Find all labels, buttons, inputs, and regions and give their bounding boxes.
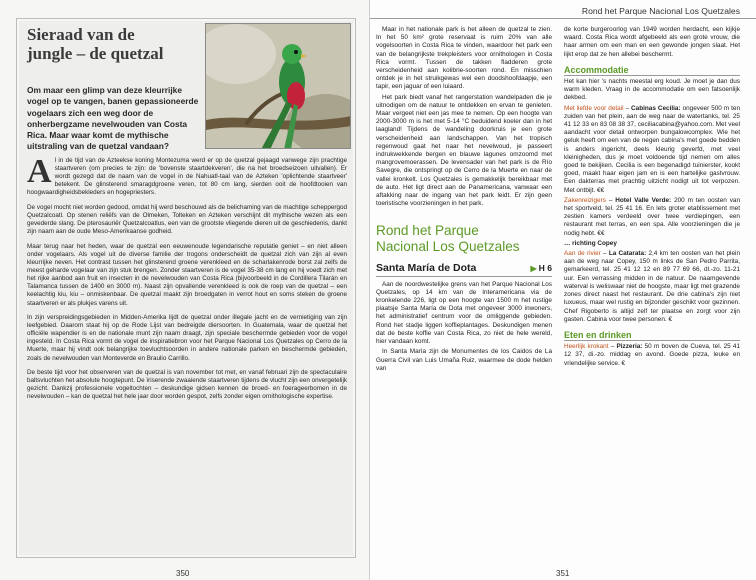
feature-box bbox=[16, 18, 356, 558]
right-page bbox=[370, 0, 756, 580]
hotel-valle-verde-entry: Zakenreizigers – Hotel Valle Verde: 200 m ten oosten van het sportveld, tel. 25 41 16. En lets groter etablissement met zestien kamers verdeeld over twee verdiepingen, een restaurant met terras, en een spa. Alle voorzieningen die je nodig hebt. €€ bbox=[564, 196, 741, 237]
catarata-name: La Catarata: bbox=[608, 250, 647, 258]
feature-title bbox=[27, 25, 197, 63]
map-reference bbox=[530, 264, 552, 273]
page-number-left: 350 bbox=[176, 569, 190, 578]
valle-tag: Zakenreizigers bbox=[564, 196, 606, 204]
running-head-rule bbox=[370, 18, 756, 19]
pizzeria-tag: Heerlijk krokant bbox=[564, 343, 609, 351]
richting-copey: … richting Copey bbox=[564, 239, 617, 247]
dropcap: A bbox=[27, 153, 52, 190]
section-title-line-2: Nacional Los Quetzales bbox=[376, 238, 520, 254]
section-title-line-1: Rond het Parque bbox=[376, 223, 479, 239]
feature-paragraph-3: Maar terug naar het heden, waar de quetzal een eeuwenoude legendarische reputatie geniet – en niet alleen onder vogelaars. Als vogel uit de diverse familie der trogons onderscheidt de quetzal zich van zijn al even kleurrijke neven. Het contrast tussen het glinsterend groene verenkleed en de scharlakenrode borst zal zelfs de meest geharde vogelaar van zijn stuk brengen. Zonder staartveren is de vogel 35-38 cm lang en hij voedt zich met het rijke aanbod aan fruit en insecten in de nevelwouden van Costa Rica (bijvoorbeeld in de Cordillera Tilarán en Talamanca tussen de 1400 en 3000 m). Naast zijn opvallende verenkleed is ook de roep van de quetzal – een keelachtig kiu, kiu – onmiskenbaar. De quetzal maakt zijn broedgaten in verrot hout en soms steken de groene staartveren er als plukjes varens uit. bbox=[27, 242, 347, 307]
column-2 bbox=[564, 26, 740, 370]
feature-intro: Om maar een glimp van deze kleurrijke vogel op te vangen, banen gepassioneerde vogelaars zich een weg door de onherbergzame nevelwouden van Costa Rica. Maar waar komt de mythische uitstraling van de quetzal vandaan? bbox=[27, 85, 199, 152]
pizzeria-name: Pizzeria: bbox=[616, 343, 643, 351]
valle-name: Hotel Valle Verde: bbox=[615, 196, 672, 204]
page-number-right: 351 bbox=[556, 569, 570, 578]
quetzal-illustration bbox=[206, 24, 351, 149]
place-name: Santa María de Dota bbox=[376, 262, 477, 275]
col1-paragraph-1: Maar in het nationale park is het alleen de quetzal te zien. In het 50 km² grote reservaat is ruim 20% van alle vogelsoorten in Costa Rica te vinden, waardoor het park een van de belangrijkste trekpleisters voor ornithologen in Costa Rica vormt. Tussen de takken fladderen grote verscheidenheid aan kolibrie-soorten rond. En misschien ontdek je in het struikgewas wel een doodshoofdaapje, een tapir, een jaguar of een luiaard. bbox=[376, 26, 552, 91]
cabinas-text: ongeveer 500 m ten zuiden van het plein, aan de weg naar de watertanks, tel. 25 41 12 33 en 83 08 38 37, ceciliacabina@yahoo.com. Met veel aandacht voor detail ontworpen bungalowcomplex. Wie het geluk heeft om een van de negen cabina's met goede bedden is anders ingericht, deels kleurig geverfd, met veel kleinigheden, dus je moet voldoende tijd nemen om alles goed te bekijken. Cecilia is een begenadigd tuinierster, kookt goed, maakt haar eigen jam en is een hartelijke gastvrouw. Een dakterras met prachtig uitzicht nodigt uit tot verpozen. Met ontbijt. €€ bbox=[564, 104, 740, 194]
col2-top-paragraph: de korte burgeroorlog van 1949 worden herdacht, een kijkje waard. Costa Rica wordt afgebeeld als een grote vrouw, die haar armen om een man en een gewonde jongen slaat. Het lijkt erop dat ze hen allebei beschermt. bbox=[564, 26, 740, 58]
catarata-tag: Aan de rivier bbox=[564, 250, 601, 258]
cabinas-tag: Met liefde voor detail bbox=[564, 104, 624, 112]
col1-bottom-paragraph-1: Aan de noordwestelijke grens van het Parque Nacional Los Quetzales, op 14 km van de Interamericana via de kronkelende 226, ligt op een hoogte van 1500 m het rustige plaatsje Santa María de Dota met ongeveer 3000 inwoners, het administratief centrum voor de omliggende gebieden. Rond het stadje liggen koffieplantages. Deskundigen menen dat de beste koffie van Costa Rica, zo niet de hele wereld, hier vandaan komt. bbox=[376, 280, 552, 346]
feature-body bbox=[27, 153, 347, 408]
map-ref-text: H 6 bbox=[538, 263, 552, 274]
paragraph-1-text: l in de tijd van de Azteekse koning Montezuma werd er op de quetzal gejaagd vanwege zijn prachtige staartveren (om precies te zijn: de 'bovenste staartdekveren', die na het broedseizoen uitvallen). Er wordt gezegd dat de naam van de vogel in de Nahuatl-taal van de Azteken 'oplichtende staartveer' betekent. De glinsterend smaragdgroene veren, tot 80 cm lang, sierden ooit de hoofdtooien van hoogwaardigheidsbekleders en hogepriesters. bbox=[27, 157, 347, 197]
place-heading-row bbox=[376, 264, 552, 276]
feature-title-line-2: jungle – de quetzal bbox=[27, 44, 164, 63]
pizzeria-text: 50 m boven de Cueva, tel. 25 41 12 37, di.-zo. middag en avond. Goede pizza, leuke en vriendelijke service. € bbox=[564, 343, 741, 367]
eten-heading: Eten en drinken bbox=[564, 331, 740, 341]
col1-bottom-paragraph-2: In Santa María zijn de Monumentes de los Caidos de La Guerra Civil van Luis Umaña Ruiz, waarmee de dode helden van bbox=[376, 348, 552, 372]
feature-title-line-1: Sieraad van de bbox=[27, 25, 135, 44]
pizzeria-entry: Heerlijk krokant – Pizzeria: 50 m boven de Cueva, tel. 25 41 12 37, di.-zo. middag en avond. Goede pizza, leuke en vriendelijke service. € bbox=[564, 343, 741, 367]
column-1 bbox=[376, 26, 552, 375]
cabinas-name: Cabinas Cecilia: bbox=[631, 104, 681, 112]
feature-paragraph-4: In zijn verspreidingsgebieden in Midden-Amerika lijdt de quetzal onder illegale jacht en de vernietiging van zijn leefgebied. Daarom staat hij op de Rode Lijst van bedreigde diersoorten. In Guatemala, waar de quetzal het officiële wapendier is en de nationale munt zijn naam draagt, zijn speciale beschermde gebieden voor de vogel ingesteld. In Costa Rica vormt de vogel de inspiratiebron voor het Parque Nacional Los Quetzales op Cerro de la Muerte, maar hij vindt ook belangrijke toevluchtsoorden in andere nationale parken en beschermde gebieden, zoals de nevelwouden van Monteverde en Braulio Carrillo. bbox=[27, 314, 347, 362]
accommodatie-intro: Het kan hier 's nachts meestal erg koud. Je moet je dan dus warm kleden. Vraag in de accommodatie om een fatsoenlijk dekbed. bbox=[564, 78, 740, 102]
feature-paragraph-1 bbox=[27, 153, 347, 197]
left-page bbox=[0, 0, 370, 580]
valle-text: 200 m ten oosten van het sportveld, tel. 25 41 16. En lets groter etablissement met zestien kamers verdeeld over twee verdiepingen, een restaurant met terras, en een spa. Alle voorzieningen die je nodig hebt. €€ bbox=[564, 196, 741, 237]
feature-paragraph-5: De beste tijd voor het observeren van de quetzal is van november tot met, en vanaf februari zijn de spectaculaire baltsvluchten het absolute hoogtepunt. De ïriserende zwaaiende staartveren tijdens de vlucht zijn een onvergetelijk gezicht. Dankzij professionele vogeltochten – deskundige gidsen kennen de broed- en foerageerbomen in de nevelwouden – kan de quetzal het hele jaar door worden gespot, zelfs zonder eigen ornithologische expertise. bbox=[27, 369, 347, 401]
accommodatie-heading: Accommodatie bbox=[564, 66, 740, 76]
catarata-text: 2,4 km ten oosten van het plein aan de weg naar Copey, 150 m links de San Pedro Parrita, gemarkeerd, tel. 25 41 12 12 en 89 77 69 66, dl.-zo. 11-21 uur. Een verrassing midden in de natuur. De naamgevende waterval is weliswaar niet de hoogste, maar ligt met grazende zones direct naast het restaurant. De drie cabina's zijn niet luxueus, maar wel rustig en bijzonder geschikt voor gezinnen. Chef Rigoberto is altijd zelf ter plaatse en zorgt voor zijn gasten. Cabina voor twee personen. € bbox=[564, 250, 740, 323]
cabinas-cecilia-entry: Met liefde voor detail – Cabinas Cecilia: ongeveer 500 m ten zuiden van het plein, aan de weg naar de watertanks, tel. 25 41 12 33 en 83 08 38 37, ceciliacabina@yahoo.com. Met veel aandacht voor detail ontworpen bungalowcomplex. Wie het geluk heeft om een van de negen cabina's met goede bedden is anders ingericht, deels kleurig geverfd, met veel kleinigheden, dus je moet voldoende tijd nemen om alles goed te bekijken. Cecilia is een begenadigd tuinierster, kookt goed, maakt haar eigen jam en is een hartelijke gastvrouw. Een dakterras met prachtig uitzicht nodigt uit tot verpozen. Met ontbijt. €€ bbox=[564, 104, 740, 194]
map-arrow-icon: ▶ bbox=[530, 264, 537, 274]
section-title bbox=[376, 223, 552, 254]
feature-paragraph-2: De vogel mocht niet worden gedood, omdat hij werd beschouwd als de belichaming van de machtige scheppergod Quetzalcoatl. Op stenen reliëfs van de Olmeken, Tolteken en Azteken verschijnt dit mythische wezen als een gevederde slang. De pterosauriër Quetzalcoatlus, een van de grootste vliegende dieren uit de geschiedenis, dankt zijn naam aan de oude Meso-Amerikaanse godheid. bbox=[27, 203, 347, 236]
col1-paragraph-2: Het park biedt vanaf het rangerstation wandelpaden die je uitnodigen om de natuur te ontdekken en ervan te genieten. Maar vergeet niet een jas mee te nemen. Op een hoogte van 2000-3000 m is het met 5-14 °C beduidend koeler dan in het laagland! Tijdens de wandeling doorkruis je een grote verscheidenheid aan landschappen. Van het tropisch regenwoud gaat het naar het nevelwoud, je passeert indrukwekkende bergen en blauwe lagunes omzoomd met mangrovemoerassen. De levensader van het park is de Río Savegre, die ontspringt op de Cerro de la Muerte en naar de vallei kronkelt. Los Quetzales is gemakkelijk bereikbaar met de auto. Het ligt direct aan de Panamericana, vanwaar een aftakking naar de ingang van het park leidt. Er zijn geen toeristische voorzieningen in het park. bbox=[376, 93, 552, 208]
quetzal-photo bbox=[205, 23, 351, 149]
la-catarata-entry: Aan de rivier – La Catarata: 2,4 km ten oosten van het plein aan de weg naar Copey, 150 m links de San Pedro Parrita, gemarkeerd, tel. 25 41 12 12 en 89 77 69 66, dl.-zo. 11-21 uur. Een verrassing midden in de natuur. De naamgevende waterval is weliswaar niet de hoogste, maar ligt met grazende zones direct naast het restaurant. De drie cabina's zijn niet luxueus, maar wel rustig en bijzonder geschikt voor gezinnen. Chef Rigoberto is altijd zelf ter plaatse en zorgt voor zijn gasten. Cabina voor twee personen. € bbox=[564, 250, 740, 323]
running-head: Rond het Parque Nacional Los Quetzales bbox=[581, 6, 740, 16]
